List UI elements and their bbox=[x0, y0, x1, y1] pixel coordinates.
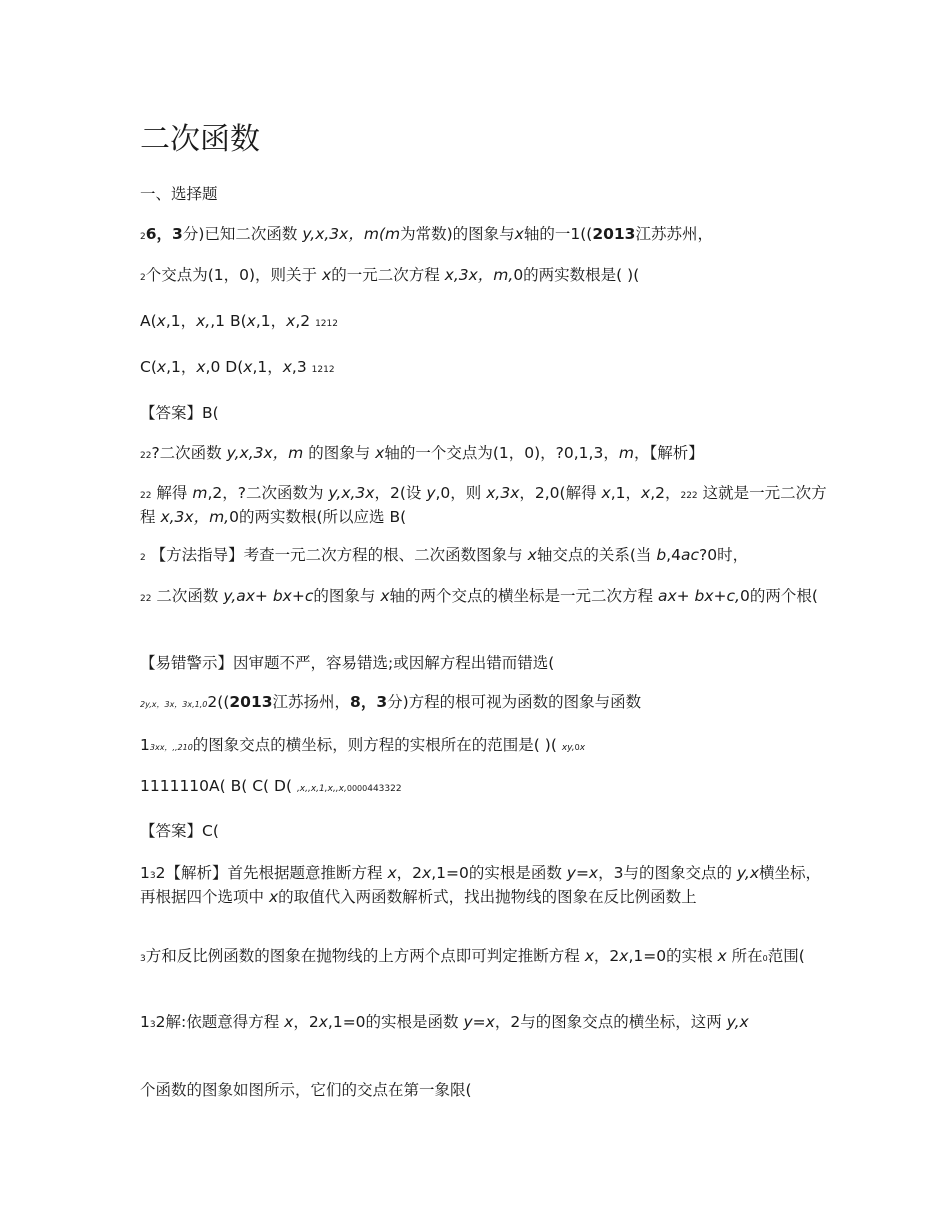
q1-answer: 【答案】B( bbox=[140, 404, 219, 422]
q1-explanation-1: 22?二次函数 y,x,3x，m 的图象与 x轴的一个交点为(1，0)，?0,1,3，m，【解析】 bbox=[140, 444, 704, 462]
q2-solution: 132解:依题意得方程 x，2x,1=0的实根是函数 y=x，2与的图象交点的横坐标，这两 y,x bbox=[140, 1013, 749, 1031]
page-title: 二次函数 bbox=[140, 122, 260, 157]
q2-options: 1111110A( B( C( D( ,x,,x,1,x,,x,0000443322 bbox=[140, 777, 402, 795]
q1-method-guide: 2 【方法指导】考查一元二次方程的根、二次函数图象与 x轴交点的关系(当 b,4ac?0时， bbox=[140, 546, 749, 564]
q1-method-guide-2: 22 二次函数 y,ax+ bx+c的图象与 x轴的两个交点的横坐标是一元二次方程 ax+ bx+c,0的两个根( bbox=[140, 587, 818, 605]
q1-explanation-2: 22 解得 m,2，?二次函数为 y,x,3x，2(设 y,0，则 x,3x，2,0(解得 x,1，x,2，222 这就是一元二次方程 x,3x，m,0的两实数根(所以应选 B( bbox=[140, 484, 827, 526]
q2-explanation-2: 3方和反比例函数的图象在抛物线的上方两个点即可判定推断方程 x，2x,1=0的实根 x 所在0范围( bbox=[140, 947, 805, 965]
q2-line1: 2y,x，3x，3x,1,02((2013江苏扬州，8，3分)方程的根可视为函数的图象与函数 bbox=[140, 693, 642, 711]
q1-line1: 26，3分)已知二次函数 y,x,3x，m(m为常数)的图象与x轴的一1((2013江苏苏州， bbox=[140, 225, 713, 243]
q1-error-warning: 【易错警示】因审题不严，容易错选;或因解方程出错而错选( bbox=[140, 654, 555, 672]
section-heading: 一、选择题 bbox=[140, 185, 218, 203]
q2-answer: 【答案】C( bbox=[140, 822, 219, 840]
q2-last-line: 个函数的图象如图所示，它们的交点在第一象限( bbox=[140, 1081, 472, 1099]
q1-option-c-d: C(x,1，x,0 D(x,1，x,3 1212 bbox=[140, 358, 335, 376]
q2-line2: 13xx，,,210的图象交点的横坐标，则方程的实根所在的范围是( )( xy,0x bbox=[140, 736, 586, 754]
q1-line2: 2个交点为(1，0)，则关于 x的一元二次方程 x,3x，m,0的两实数根是( )( bbox=[140, 266, 640, 284]
q2-explanation-1: 132【解析】首先根据题意推断方程 x，2x,1=0的实根是函数 y=x，3与的图象交点的 y,x横坐标，再根据四个选项中 x的取值代入两函数解析式，找出抛物线的图象在反比例函数上 bbox=[140, 864, 822, 906]
q1-option-a-b: A(x,1，x,,1 B(x,1，x,2 1212 bbox=[140, 312, 338, 330]
